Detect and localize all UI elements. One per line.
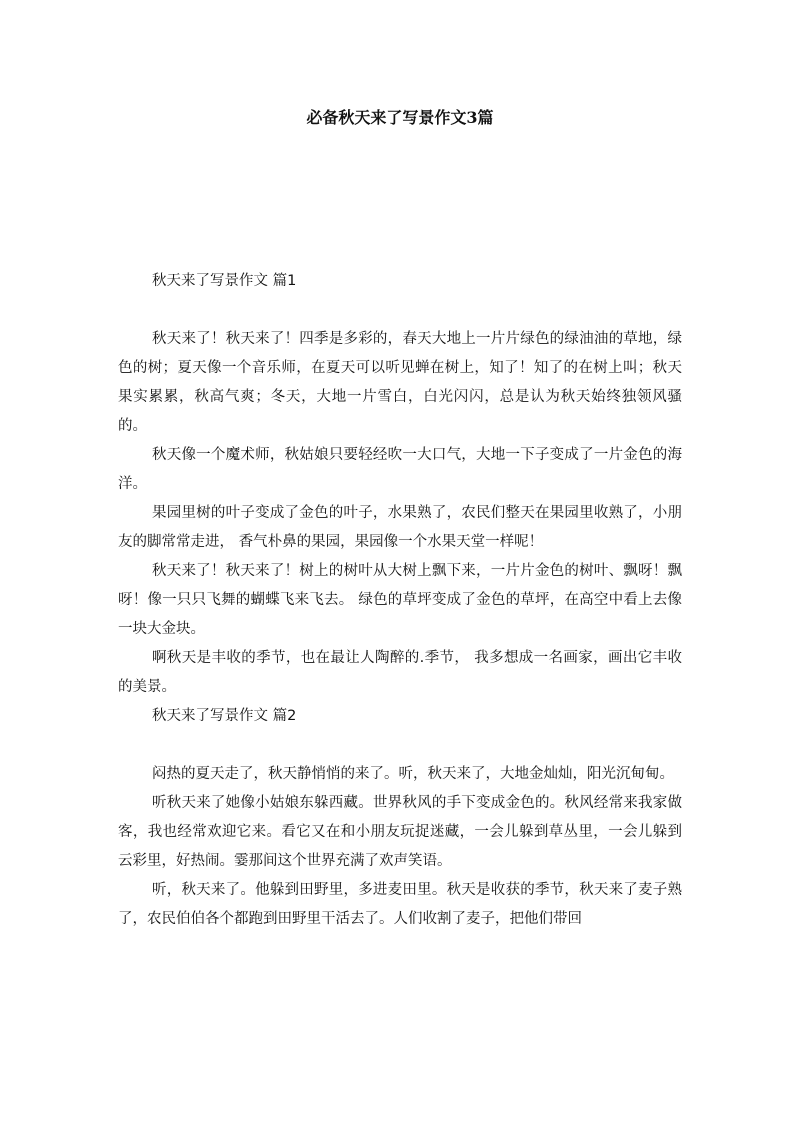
paragraph: 秋天来了！秋天来了！树上的树叶从大树上飘下来，一片片金色的树叶、飘呀！飘呀！像一只只飞舞的蝴蝶飞来飞去。 绿色的草坪变成了金色的草坪，在高空中看上去像 一块大金块。	[118, 563, 682, 637]
paragraph: 听秋天来了她像小姑娘东躲西藏。世界秋风的手下变成金色的。秋风经常来我家做客，我也经常欢迎它来。看它又在和小朋友玩捉迷藏，一会儿躲到草丛里，一会儿躲到云彩里，好热闹。霎那间这个世界充满了欢声笑语。	[118, 795, 682, 869]
blank-line	[118, 296, 682, 325]
section-heading: 秋天来了写景作文 篇2	[152, 708, 297, 724]
paragraph: 闷热的夏天走了，秋天静悄悄的来了。听，秋天来了，大地金灿灿，阳光沉甸甸。	[152, 766, 674, 782]
essay-section-2	[118, 702, 682, 934]
paragraph: 听，秋天来了。他躲到田野里，多进麦田里。秋天是收获的季节，秋天来了麦子熟了，农民伯伯各个都跑到田野里干活去了。人们收割了麦子，把他们带回	[118, 882, 682, 927]
section-heading: 秋天来了写景作文 篇1	[152, 273, 297, 289]
document-body	[118, 267, 682, 934]
paragraph: 秋天像一个魔术师，秋姑娘只要轻经吹一大口气，大地一下子变成了一片金色的海洋。	[118, 447, 682, 492]
paragraph: 秋天来了！秋天来了！四季是多彩的，春天大地上一片片绿色的绿油油的草地，绿色的树；夏天像一个音乐师，在夏天可以听见蝉在树上，知了！知了的在树上叫；秋天果实累累，秋高气爽；冬天，大地一片雪白，白光闪闪，总是认为秋天始终独领风骚的。	[118, 331, 682, 434]
blank-line	[118, 731, 682, 760]
essay-section-1	[118, 267, 682, 702]
paragraph: 啊秋天是丰收的季节，也在最让人陶醉的.季节， 我多想成一名画家，画出它丰收的美景。	[118, 650, 682, 695]
paragraph: 果园里树的叶子变成了金色的叶子，水果熟了，农民们整天在果园里收熟了，小朋友的脚常常走进， 香气朴鼻的果园，果园像一个水果天堂一样呢！	[118, 505, 682, 550]
document-title: 必备秋天来了写景作文3篇	[306, 108, 494, 127]
